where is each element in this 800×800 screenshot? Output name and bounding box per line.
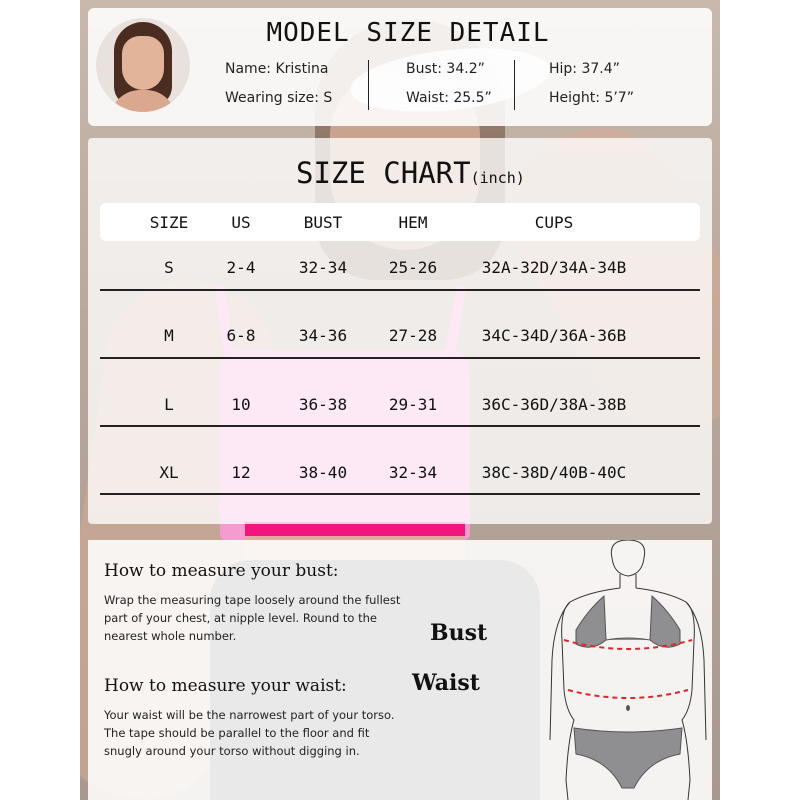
diagram-head (611, 540, 644, 576)
model-bust: Bust: 34.2” (406, 61, 485, 77)
row-l-us: 10 (231, 395, 251, 414)
row-divider-1 (100, 289, 700, 291)
model-hip: Hip: 37.4” (549, 61, 620, 77)
row-s-us: 2-4 (226, 258, 256, 277)
diagram-brief (574, 728, 682, 788)
waist-label: Waist (412, 670, 480, 696)
row-xl-size: XL (159, 463, 179, 482)
diagram-arm-left (550, 602, 570, 740)
size-chart-title (296, 156, 525, 190)
header-hem: HEM (398, 213, 428, 232)
bust-instructions: Wrap the measuring tape loosely around the fullest part of your chest, at nipple level. Round to the nearest whole number. (104, 593, 401, 643)
model-avatar (96, 18, 190, 112)
waist-measure-line (568, 690, 688, 698)
bust-heading: How to measure your bust: (104, 561, 339, 581)
header-bust: BUST (303, 213, 343, 232)
row-s-bust: 32-34 (298, 258, 348, 277)
row-m-us: 6-8 (226, 326, 256, 345)
body-measurement-diagram (548, 540, 708, 800)
model-height: Height: 5’7” (549, 90, 634, 106)
row-xl-hem: 32-34 (388, 463, 438, 482)
row-m-bust: 34-36 (298, 326, 348, 345)
waist-heading: How to measure your waist: (104, 676, 347, 696)
row-l-cups: 36C-36D/38A-38B (481, 395, 627, 414)
row-divider-4 (100, 493, 700, 495)
row-l-bust: 36-38 (298, 395, 348, 414)
header-size: SIZE (149, 213, 189, 232)
diagram-arm-right (686, 602, 706, 740)
row-divider-2 (100, 357, 700, 359)
divider-1 (368, 60, 369, 110)
size-chart-unit: (inch) (470, 169, 525, 187)
avatar-face (122, 36, 164, 90)
row-l-hem: 29-31 (388, 395, 438, 414)
row-m-size: M (164, 326, 174, 345)
row-m-cups: 34C-34D/36A-36B (481, 326, 627, 345)
diagram-bra (576, 596, 680, 647)
row-xl-us: 12 (231, 463, 251, 482)
header-us: US (231, 213, 251, 232)
model-waist: Waist: 25.5” (406, 90, 492, 106)
row-s-size: S (164, 258, 174, 277)
model-detail-title: MODEL SIZE DETAIL (266, 18, 550, 48)
model-wearing-size: Wearing size: S (225, 90, 333, 106)
row-m-hem: 27-28 (388, 326, 438, 345)
row-divider-3 (100, 425, 700, 427)
model-name: Name: Kristina (225, 61, 329, 77)
row-xl-bust: 38-40 (298, 463, 348, 482)
photo-bra-band (245, 522, 465, 536)
header-cups: CUPS (534, 213, 574, 232)
row-l-size: L (164, 395, 174, 414)
row-s-cups: 32A-32D/34A-34B (481, 258, 627, 277)
waist-instructions: Your waist will be the narrowest part of your torso. The tape should be parallel to the floor and fit snugly around your torso without digging in. (104, 708, 395, 758)
row-xl-cups: 38C-38D/40B-40C (481, 463, 627, 482)
diagram-navel (626, 705, 630, 711)
divider-2 (514, 60, 515, 110)
bust-label: Bust (430, 620, 488, 646)
size-chart-title-text: SIZE CHART (296, 156, 471, 190)
row-s-hem: 25-26 (388, 258, 438, 277)
